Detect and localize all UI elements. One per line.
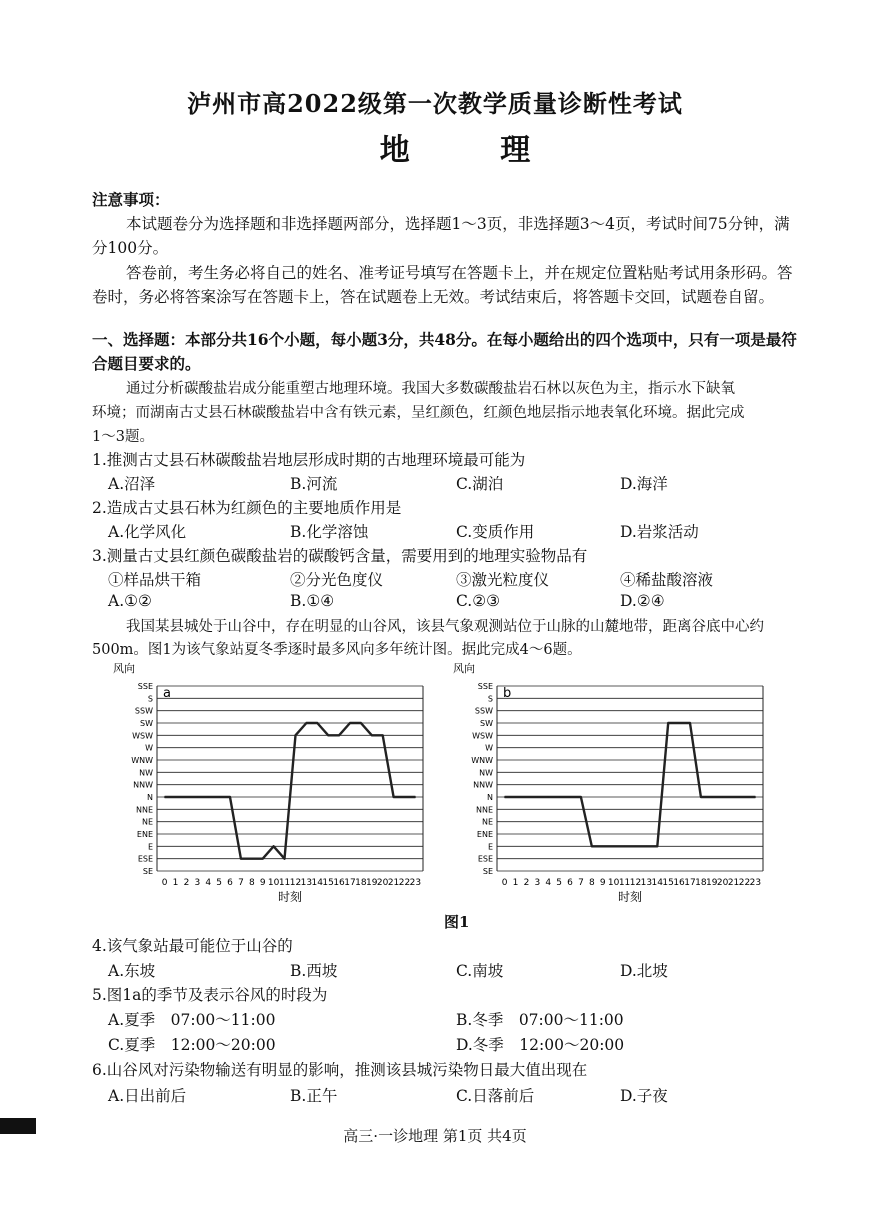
x-tick-label: 19: [366, 878, 378, 888]
q1-stem: 1.推测古丈县石林碳酸盐岩地层形成时期的古地理环境最可能为: [92, 451, 526, 469]
data-point: [722, 796, 724, 798]
data-point: [569, 796, 571, 798]
data-point: [591, 846, 593, 848]
q3-option-c: C.②③: [456, 592, 501, 610]
data-point: [327, 735, 329, 737]
data-point: [393, 796, 395, 798]
panel-label: b: [503, 686, 512, 701]
q2-option-d: D.岩浆活动: [620, 523, 699, 541]
x-tick-label: 7: [578, 878, 584, 888]
x-axis-title: 时刻: [277, 890, 303, 904]
y-tick-label: NW: [139, 768, 153, 778]
section1-heading-line2: 合题目要求的。: [92, 354, 201, 373]
wind-direction-chart-a: [105, 658, 450, 908]
y-tick-label: W: [145, 743, 153, 753]
passage2-line1: 我国某县城处于山谷中，存在明显的山谷风，该县气象观测站位于山脉的山麓地带，距离谷底中心约: [126, 619, 764, 635]
q1-option-c: C.湖泊: [456, 475, 504, 493]
subject-title: 地 理: [379, 133, 571, 168]
y-tick-label: SSW: [474, 706, 493, 716]
passage2-line2: 500m。图1为该气象站夏冬季逐时最多风向多年统计图。据此完成4～6题。: [92, 642, 582, 658]
x-tick-label: 8: [248, 878, 255, 888]
data-point: [635, 846, 637, 848]
data-point: [164, 796, 166, 798]
q4-option-c: C.南坡: [456, 962, 504, 980]
data-point: [613, 846, 615, 848]
x-tick-label: 5: [556, 878, 563, 888]
q5-option-a: A.夏季 07:00～11:00: [108, 1011, 276, 1029]
data-point: [755, 796, 757, 798]
x-tick-label: 1: [172, 878, 179, 888]
q4-option-d: D.北坡: [620, 962, 668, 980]
q3-option-d: D.②④: [620, 592, 665, 610]
data-point: [744, 796, 746, 798]
data-point: [316, 722, 318, 724]
data-point: [371, 735, 373, 737]
page-footer: 高三·一诊地理 第1页 共4页: [343, 1127, 527, 1145]
data-point: [547, 796, 549, 798]
q1-option-a: A.沼泽: [108, 475, 156, 493]
notice-heading: 注意事项：: [92, 190, 170, 209]
x-tick-label: 0: [161, 878, 168, 888]
data-point: [229, 796, 231, 798]
x-tick-label: 21: [727, 878, 740, 888]
data-point: [240, 858, 242, 860]
x-tick-label: 16: [333, 878, 345, 888]
data-point: [382, 735, 384, 737]
data-point: [338, 735, 340, 737]
q1-option-d: D.海洋: [620, 475, 668, 493]
notice-p2-line2: 卷时，务必将答案涂写在答题卡上，答在试题卷上无效。考试结束后，将答题卡交回，试题卷自留。: [92, 288, 775, 306]
y-tick-label: SSE: [137, 682, 153, 691]
y-tick-label: SW: [140, 719, 153, 728]
y-tick-label: NW: [479, 768, 493, 778]
notice-p1-line2: 分100分。: [92, 239, 169, 257]
panel-label: a: [163, 686, 171, 701]
x-tick-label: 18: [355, 878, 367, 888]
data-point: [667, 722, 669, 724]
x-tick-label: 6: [227, 878, 233, 888]
data-point: [262, 858, 264, 860]
x-tick-label: 23: [749, 878, 762, 888]
data-point: [624, 846, 626, 848]
data-point: [207, 796, 209, 798]
x-tick-label: 6: [567, 878, 573, 888]
y-tick-label: SE: [482, 867, 493, 876]
data-point: [656, 846, 658, 848]
x-tick-label: 17: [344, 878, 356, 888]
figure-caption: 图1: [444, 913, 470, 931]
q3-item-1: ①样品烘干箱: [108, 571, 202, 589]
y-tick-label: S: [487, 694, 493, 704]
y-tick-label: ESE: [137, 854, 153, 864]
y-tick-label: N: [147, 793, 153, 802]
x-tick-label: 22: [398, 878, 411, 888]
x-tick-label: 1: [512, 878, 519, 888]
y-tick-label: NE: [481, 817, 493, 827]
y-tick-label: WNW: [471, 756, 493, 765]
data-point: [602, 846, 604, 848]
data-point: [306, 722, 308, 724]
x-tick-label: 13: [640, 878, 653, 888]
data-point: [251, 858, 253, 860]
x-tick-label: 13: [300, 878, 313, 888]
y-tick-label: WSW: [132, 731, 153, 741]
data-point: [273, 846, 275, 848]
data-point: [349, 722, 351, 724]
y-tick-label: SE: [142, 867, 153, 876]
y-tick-label: ESE: [477, 854, 493, 864]
x-tick-label: 4: [205, 878, 212, 888]
q2-option-c: C.变质作用: [456, 523, 535, 541]
q4-stem: 4.该气象站最可能位于山谷的: [92, 937, 293, 955]
y-tick-label: W: [485, 743, 493, 753]
y-tick-label: NE: [141, 817, 153, 827]
x-tick-label: 12: [289, 878, 302, 888]
y-tick-label: NNE: [475, 805, 493, 815]
y-tick-label: ENE: [136, 830, 153, 839]
data-point: [689, 722, 691, 724]
data-point: [284, 858, 286, 860]
notice-p2-line1: 答卷前，考生务必将自己的姓名、准考证号填写在答题卡上，并在规定位置粘贴考试用条形码。答: [126, 264, 793, 282]
x-tick-label: 2: [183, 878, 190, 888]
wind-direction-chart-b: [445, 658, 790, 908]
x-tick-label: 14: [311, 878, 323, 888]
data-point: [360, 722, 362, 724]
q2-option-a: A.化学风化: [108, 523, 187, 541]
data-point: [711, 796, 713, 798]
x-tick-label: 19: [706, 878, 718, 888]
exam-title: 泸州市高2022级第一次教学质量诊断性考试: [187, 89, 683, 118]
q5-option-b: B.冬季 07:00～11:00: [456, 1011, 624, 1029]
data-point: [678, 722, 680, 724]
q3-option-b: B.①④: [290, 592, 335, 610]
data-point: [733, 796, 735, 798]
data-point: [404, 796, 406, 798]
x-tick-label: 4: [545, 878, 552, 888]
q2-stem: 2.造成古丈县石林为红颜色的主要地质作用是: [92, 499, 402, 517]
y-tick-label: E: [147, 842, 153, 852]
y-tick-label: SW: [480, 719, 493, 728]
x-tick-label: 20: [716, 878, 729, 888]
data-point: [700, 796, 702, 798]
q3-option-a: A.①②: [108, 592, 152, 610]
y-tick-label: N: [487, 793, 493, 802]
notice-p1-line1: 本试题卷分为选择题和非选择题两部分，选择题1～3页，非选择题3～4页，考试时间75分钟，满: [126, 215, 790, 233]
data-point: [580, 796, 582, 798]
y-tick-label: E: [487, 842, 493, 852]
y-tick-label: NNE: [135, 805, 153, 815]
q6-option-a: A.日出前后: [108, 1087, 187, 1105]
x-tick-label: 22: [738, 878, 751, 888]
y-axis-title: 风向: [113, 662, 135, 675]
q3-item-3: ③激光粒度仪: [456, 571, 550, 589]
q1-option-b: B.河流: [290, 475, 338, 493]
q5-stem: 5.图1a的季节及表示谷风的时段为: [92, 986, 328, 1004]
x-tick-label: 20: [376, 878, 389, 888]
y-tick-label: SSE: [477, 682, 493, 691]
x-axis-title: 时刻: [617, 890, 643, 904]
x-tick-label: 12: [629, 878, 642, 888]
q4-option-a: A.东坡: [108, 962, 156, 980]
data-point: [415, 796, 417, 798]
q2-option-b: B.化学溶蚀: [290, 523, 369, 541]
section1-heading-line1: 一、选择题：本部分共16个小题，每小题3分，共48分。在每小题给出的四个选项中，只有一项是最符: [92, 330, 797, 349]
x-tick-label: 2: [523, 878, 530, 888]
q5-option-d: D.冬季 12:00～20:00: [456, 1036, 625, 1054]
data-point: [646, 846, 648, 848]
data-point: [175, 796, 177, 798]
wind-direction-series-line: [165, 723, 416, 859]
q3-stem: 3.测量古丈县红颜色碳酸盐岩的碳酸钙含量，需要用到的地理实验物品有: [92, 547, 588, 565]
x-tick-label: 11: [618, 878, 631, 888]
y-tick-label: WNW: [131, 756, 153, 765]
q6-option-d: D.子夜: [620, 1087, 668, 1105]
data-point: [186, 796, 188, 798]
data-point: [537, 796, 539, 798]
q3-item-2: ②分光色度仪: [290, 571, 384, 589]
x-tick-label: 21: [387, 878, 400, 888]
y-tick-label: NNW: [133, 780, 153, 790]
x-tick-label: 5: [216, 878, 223, 888]
data-point: [526, 796, 528, 798]
q6-stem: 6.山谷风对污染物输送有明显的影响，推测该县城污染物日最大值出现在: [92, 1061, 588, 1079]
x-tick-label: 17: [684, 878, 696, 888]
x-tick-label: 18: [695, 878, 707, 888]
x-tick-label: 11: [278, 878, 291, 888]
x-tick-label: 3: [534, 878, 541, 888]
x-tick-label: 10: [607, 878, 620, 888]
x-tick-label: 8: [588, 878, 595, 888]
q5-option-c: C.夏季 12:00～20:00: [108, 1036, 276, 1054]
passage1-line2: 环境；而湖南古丈县石林碳酸盐岩中含有铁元素，呈红颜色，红颜色地层指示地表氧化环境。据此完成: [92, 405, 745, 421]
x-tick-label: 9: [259, 878, 266, 888]
x-tick-label: 15: [662, 878, 674, 888]
y-tick-label: ENE: [476, 830, 493, 839]
x-tick-label: 23: [409, 878, 422, 888]
y-axis-title: 风向: [453, 662, 475, 675]
x-tick-label: 7: [238, 878, 244, 888]
data-point: [218, 796, 220, 798]
data-point: [515, 796, 517, 798]
q3-item-4: ④稀盐酸溶液: [620, 571, 714, 589]
x-tick-label: 15: [322, 878, 334, 888]
x-tick-label: 16: [673, 878, 685, 888]
y-tick-label: WSW: [472, 731, 493, 741]
q6-option-c: C.日落前后: [456, 1087, 535, 1105]
q4-option-b: B.西坡: [290, 962, 338, 980]
x-tick-label: 3: [194, 878, 201, 888]
x-tick-label: 14: [651, 878, 663, 888]
y-tick-label: NNW: [473, 780, 493, 790]
data-point: [558, 796, 560, 798]
passage1-line1: 通过分析碳酸盐岩成分能重塑古地理环境。我国大多数碳酸盐岩石林以灰色为主，指示水下缺氧: [126, 381, 735, 397]
y-tick-label: SSW: [134, 706, 153, 716]
q6-option-b: B.正午: [290, 1087, 338, 1105]
x-tick-label: 9: [599, 878, 606, 888]
data-point: [295, 735, 297, 737]
passage1-line3: 1～3题。: [92, 429, 154, 445]
y-tick-label: S: [147, 694, 153, 704]
x-tick-label: 0: [501, 878, 508, 888]
x-tick-label: 10: [267, 878, 280, 888]
data-point: [197, 796, 199, 798]
data-point: [504, 796, 506, 798]
